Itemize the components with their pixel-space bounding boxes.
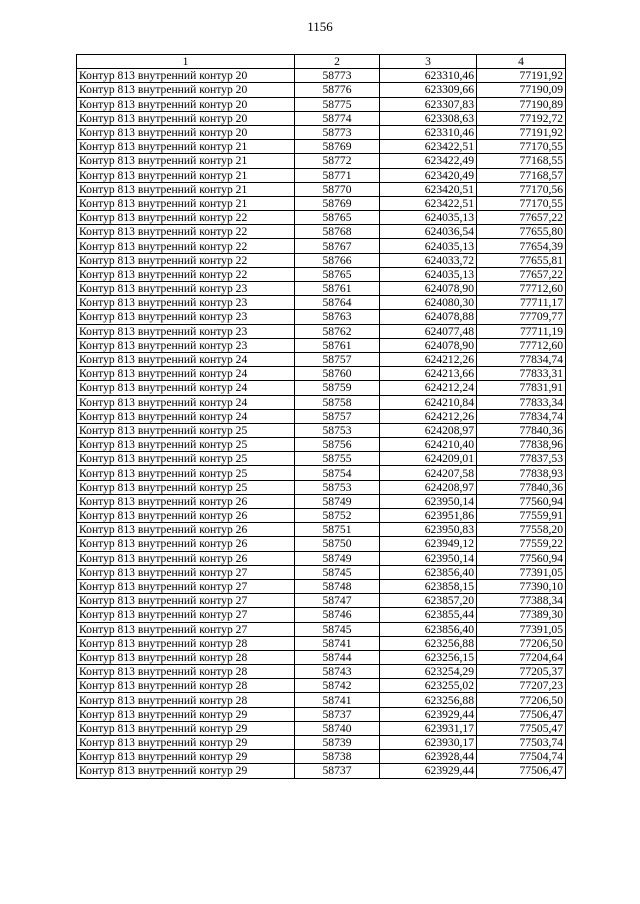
x-coordinate-cell: 623856,40 [380,622,477,636]
page-number: 1156 [307,19,333,34]
column-header: 4 [477,55,566,69]
point-number-cell: 58757 [295,352,380,366]
point-number-cell: 58748 [295,579,380,593]
table-row [77,225,566,239]
point-number-cell: 58741 [295,693,380,707]
contour-name-cell: Контур 813 внутренний контур 22 [77,225,295,239]
point-number-cell: 58764 [295,296,380,310]
x-coordinate-cell: 624035,13 [380,239,477,253]
y-coordinate-cell: 77833,34 [477,395,566,409]
contour-name-cell: Контур 813 внутренний контур 23 [77,338,295,352]
point-number-cell: 58756 [295,438,380,452]
y-coordinate-cell: 77191,92 [477,69,566,83]
y-coordinate-cell: 77190,89 [477,97,566,111]
table-row [77,310,566,324]
table-row [77,69,566,83]
table-row [77,409,566,423]
x-coordinate-cell: 623256,15 [380,650,477,664]
column-header: 2 [295,55,380,69]
table-row [77,338,566,352]
contour-name-cell: Контур 813 внутренний контур 25 [77,423,295,437]
y-coordinate-cell: 77560,94 [477,494,566,508]
contour-name-cell: Контур 813 внутренний контур 21 [77,140,295,154]
point-number-cell: 58775 [295,97,380,111]
table-row [77,83,566,97]
contour-name-cell: Контур 813 внутренний контур 26 [77,551,295,565]
y-coordinate-cell: 77834,74 [477,409,566,423]
contour-name-cell: Контур 813 внутренний контур 22 [77,211,295,225]
point-number-cell: 58766 [295,253,380,267]
y-coordinate-cell: 77559,91 [477,509,566,523]
point-number-cell: 58752 [295,509,380,523]
x-coordinate-cell: 624208,97 [380,423,477,437]
table-row [77,650,566,664]
y-coordinate-cell: 77559,22 [477,537,566,551]
x-coordinate-cell: 623929,44 [380,764,477,778]
point-number-cell: 58776 [295,83,380,97]
table-row [77,423,566,437]
table-row [77,125,566,139]
y-coordinate-cell: 77837,53 [477,452,566,466]
x-coordinate-cell: 623307,83 [380,97,477,111]
y-coordinate-cell: 77190,09 [477,83,566,97]
y-coordinate-cell: 77503,74 [477,736,566,750]
y-coordinate-cell: 77506,47 [477,764,566,778]
x-coordinate-cell: 624212,26 [380,409,477,423]
y-coordinate-cell: 77840,36 [477,480,566,494]
contour-name-cell: Контур 813 внутренний контур 28 [77,650,295,664]
x-coordinate-cell: 623422,51 [380,140,477,154]
contour-name-cell: Контур 813 внутренний контур 27 [77,565,295,579]
contour-name-cell: Контур 813 внутренний контур 29 [77,707,295,721]
x-coordinate-cell: 623858,15 [380,579,477,593]
point-number-cell: 58765 [295,267,380,281]
y-coordinate-cell: 77709,77 [477,310,566,324]
y-coordinate-cell: 77168,55 [477,154,566,168]
x-coordinate-cell: 623308,63 [380,111,477,125]
y-coordinate-cell: 77391,05 [477,622,566,636]
y-coordinate-cell: 77655,81 [477,253,566,267]
contour-name-cell: Контур 813 внутренний контур 20 [77,69,295,83]
y-coordinate-cell: 77711,19 [477,324,566,338]
y-coordinate-cell: 77712,60 [477,282,566,296]
table-row [77,594,566,608]
table-row [77,750,566,764]
y-coordinate-cell: 77834,74 [477,352,566,366]
table-row [77,480,566,494]
table-row [77,267,566,281]
table-row [77,239,566,253]
point-number-cell: 58773 [295,125,380,139]
table-row [77,537,566,551]
table-body [77,69,566,778]
x-coordinate-cell: 624212,26 [380,352,477,366]
table-row [77,381,566,395]
contour-name-cell: Контур 813 внутренний контур 20 [77,111,295,125]
x-coordinate-cell: 624207,58 [380,466,477,480]
point-number-cell: 58767 [295,239,380,253]
point-number-cell: 58739 [295,736,380,750]
point-number-cell: 58744 [295,650,380,664]
y-coordinate-cell: 77191,92 [477,125,566,139]
y-coordinate-cell: 77711,17 [477,296,566,310]
contour-name-cell: Контур 813 внутренний контур 26 [77,537,295,551]
table-row [77,565,566,579]
x-coordinate-cell: 623309,66 [380,83,477,97]
table-row [77,622,566,636]
x-coordinate-cell: 623950,14 [380,551,477,565]
coordinates-table [76,54,566,779]
table-row [77,97,566,111]
table-row [77,168,566,182]
x-coordinate-cell: 624210,84 [380,395,477,409]
point-number-cell: 58769 [295,140,380,154]
x-coordinate-cell: 623254,29 [380,665,477,679]
contour-name-cell: Контур 813 внутренний контур 24 [77,367,295,381]
contour-name-cell: Контур 813 внутренний контур 24 [77,381,295,395]
table-row [77,707,566,721]
x-coordinate-cell: 623422,49 [380,154,477,168]
y-coordinate-cell: 77389,30 [477,608,566,622]
contour-name-cell: Контур 813 внутренний контур 29 [77,736,295,750]
contour-name-cell: Контур 813 внутренний контур 27 [77,579,295,593]
point-number-cell: 58751 [295,523,380,537]
y-coordinate-cell: 77388,34 [477,594,566,608]
y-coordinate-cell: 77170,56 [477,182,566,196]
point-number-cell: 58741 [295,636,380,650]
contour-name-cell: Контур 813 внутренний контур 29 [77,764,295,778]
contour-name-cell: Контур 813 внутренний контур 29 [77,721,295,735]
x-coordinate-cell: 623256,88 [380,636,477,650]
table-row [77,636,566,650]
table-row [77,721,566,735]
point-number-cell: 58750 [295,537,380,551]
column-header: 3 [380,55,477,69]
table-row [77,154,566,168]
table-row [77,551,566,565]
x-coordinate-cell: 624210,40 [380,438,477,452]
point-number-cell: 58759 [295,381,380,395]
y-coordinate-cell: 77657,22 [477,211,566,225]
y-coordinate-cell: 77558,20 [477,523,566,537]
contour-name-cell: Контур 813 внутренний контур 22 [77,253,295,267]
table-row [77,211,566,225]
y-coordinate-cell: 77654,39 [477,239,566,253]
point-number-cell: 58738 [295,750,380,764]
y-coordinate-cell: 77391,05 [477,565,566,579]
x-coordinate-cell: 623949,12 [380,537,477,551]
point-number-cell: 58737 [295,707,380,721]
contour-name-cell: Контур 813 внутренний контур 21 [77,168,295,182]
contour-name-cell: Контур 813 внутренний контур 20 [77,97,295,111]
point-number-cell: 58760 [295,367,380,381]
x-coordinate-cell: 623256,88 [380,693,477,707]
contour-name-cell: Контур 813 внутренний контур 24 [77,352,295,366]
y-coordinate-cell: 77712,60 [477,338,566,352]
table-row [77,253,566,267]
table-row [77,523,566,537]
y-coordinate-cell: 77831,91 [477,381,566,395]
contour-name-cell: Контур 813 внутренний контур 20 [77,83,295,97]
y-coordinate-cell: 77840,36 [477,423,566,437]
y-coordinate-cell: 77206,50 [477,636,566,650]
x-coordinate-cell: 623931,17 [380,721,477,735]
contour-name-cell: Контур 813 внутренний контур 28 [77,693,295,707]
contour-name-cell: Контур 813 внутренний контур 27 [77,608,295,622]
contour-name-cell: Контур 813 внутренний контур 24 [77,409,295,423]
contour-name-cell: Контур 813 внутренний контур 26 [77,523,295,537]
table-row [77,282,566,296]
table-row [77,196,566,210]
x-coordinate-cell: 623855,44 [380,608,477,622]
table-row [77,494,566,508]
y-coordinate-cell: 77204,64 [477,650,566,664]
point-number-cell: 58762 [295,324,380,338]
table-row [77,693,566,707]
table-row [77,665,566,679]
contour-name-cell: Контур 813 внутренний контур 27 [77,594,295,608]
contour-name-cell: Контур 813 внутренний контур 21 [77,154,295,168]
point-number-cell: 58758 [295,395,380,409]
point-number-cell: 58737 [295,764,380,778]
y-coordinate-cell: 77390,10 [477,579,566,593]
x-coordinate-cell: 623310,46 [380,69,477,83]
contour-name-cell: Контур 813 внутренний контур 28 [77,636,295,650]
x-coordinate-cell: 624033,72 [380,253,477,267]
table-row [77,736,566,750]
table-row [77,182,566,196]
point-number-cell: 58761 [295,338,380,352]
x-coordinate-cell: 623255,02 [380,679,477,693]
table-row [77,296,566,310]
contour-name-cell: Контур 813 внутренний контур 25 [77,466,295,480]
table-row [77,452,566,466]
y-coordinate-cell: 77838,93 [477,466,566,480]
table-row [77,395,566,409]
table-row [77,111,566,125]
point-number-cell: 58742 [295,679,380,693]
x-coordinate-cell: 623930,17 [380,736,477,750]
x-coordinate-cell: 623929,44 [380,707,477,721]
x-coordinate-cell: 624035,13 [380,211,477,225]
contour-name-cell: Контур 813 внутренний контур 26 [77,509,295,523]
table-row [77,367,566,381]
y-coordinate-cell: 77833,31 [477,367,566,381]
table-row [77,579,566,593]
x-coordinate-cell: 623928,44 [380,750,477,764]
y-coordinate-cell: 77506,47 [477,707,566,721]
x-coordinate-cell: 623856,40 [380,565,477,579]
table-row [77,324,566,338]
point-number-cell: 58763 [295,310,380,324]
column-header: 1 [77,55,295,69]
point-number-cell: 58753 [295,480,380,494]
x-coordinate-cell: 623422,51 [380,196,477,210]
table-row [77,438,566,452]
contour-name-cell: Контур 813 внутренний контур 23 [77,310,295,324]
contour-name-cell: Контур 813 внутренний контур 21 [77,196,295,210]
point-number-cell: 58768 [295,225,380,239]
contour-name-cell: Контур 813 внутренний контур 29 [77,750,295,764]
table-row [77,764,566,778]
x-coordinate-cell: 624213,66 [380,367,477,381]
y-coordinate-cell: 77505,47 [477,721,566,735]
y-coordinate-cell: 77207,23 [477,679,566,693]
contour-name-cell: Контур 813 внутренний контур 20 [77,125,295,139]
y-coordinate-cell: 77192,72 [477,111,566,125]
point-number-cell: 58746 [295,608,380,622]
x-coordinate-cell: 623950,14 [380,494,477,508]
table-row [77,608,566,622]
table-row [77,509,566,523]
y-coordinate-cell: 77504,74 [477,750,566,764]
table-header-row [77,55,566,69]
x-coordinate-cell: 623857,20 [380,594,477,608]
y-coordinate-cell: 77168,57 [477,168,566,182]
contour-name-cell: Контур 813 внутренний контур 28 [77,679,295,693]
x-coordinate-cell: 623310,46 [380,125,477,139]
point-number-cell: 58770 [295,182,380,196]
table-row [77,140,566,154]
point-number-cell: 58749 [295,494,380,508]
x-coordinate-cell: 624212,24 [380,381,477,395]
point-number-cell: 58747 [295,594,380,608]
point-number-cell: 58774 [295,111,380,125]
y-coordinate-cell: 77205,37 [477,665,566,679]
point-number-cell: 58773 [295,69,380,83]
y-coordinate-cell: 77170,55 [477,140,566,154]
point-number-cell: 58753 [295,423,380,437]
contour-name-cell: Контур 813 внутренний контур 25 [77,452,295,466]
x-coordinate-cell: 624078,90 [380,338,477,352]
contour-name-cell: Контур 813 внутренний контур 26 [77,494,295,508]
contour-name-cell: Контур 813 внутренний контур 24 [77,395,295,409]
x-coordinate-cell: 623951,86 [380,509,477,523]
point-number-cell: 58745 [295,622,380,636]
point-number-cell: 58765 [295,211,380,225]
point-number-cell: 58745 [295,565,380,579]
point-number-cell: 58771 [295,168,380,182]
contour-name-cell: Контур 813 внутренний контур 27 [77,622,295,636]
x-coordinate-cell: 624078,90 [380,282,477,296]
table-row [77,679,566,693]
point-number-cell: 58740 [295,721,380,735]
x-coordinate-cell: 624078,88 [380,310,477,324]
y-coordinate-cell: 77206,50 [477,693,566,707]
point-number-cell: 58755 [295,452,380,466]
point-number-cell: 58743 [295,665,380,679]
y-coordinate-cell: 77657,22 [477,267,566,281]
x-coordinate-cell: 624035,13 [380,267,477,281]
point-number-cell: 58761 [295,282,380,296]
contour-name-cell: Контур 813 внутренний контур 23 [77,296,295,310]
x-coordinate-cell: 623420,49 [380,168,477,182]
y-coordinate-cell: 77838,96 [477,438,566,452]
contour-name-cell: Контур 813 внутренний контур 23 [77,324,295,338]
point-number-cell: 58757 [295,409,380,423]
x-coordinate-cell: 624209,01 [380,452,477,466]
y-coordinate-cell: 77655,80 [477,225,566,239]
contour-name-cell: Контур 813 внутренний контур 22 [77,239,295,253]
x-coordinate-cell: 623950,83 [380,523,477,537]
contour-name-cell: Контур 813 внутренний контур 28 [77,665,295,679]
contour-name-cell: Контур 813 внутренний контур 25 [77,480,295,494]
x-coordinate-cell: 624208,97 [380,480,477,494]
point-number-cell: 58769 [295,196,380,210]
y-coordinate-cell: 77560,94 [477,551,566,565]
point-number-cell: 58772 [295,154,380,168]
x-coordinate-cell: 624077,48 [380,324,477,338]
point-number-cell: 58754 [295,466,380,480]
table-row [77,352,566,366]
table-row [77,466,566,480]
contour-name-cell: Контур 813 внутренний контур 21 [77,182,295,196]
contour-name-cell: Контур 813 внутренний контур 25 [77,438,295,452]
contour-name-cell: Контур 813 внутренний контур 22 [77,267,295,281]
x-coordinate-cell: 624080,30 [380,296,477,310]
point-number-cell: 58749 [295,551,380,565]
x-coordinate-cell: 624036,54 [380,225,477,239]
x-coordinate-cell: 623420,51 [380,182,477,196]
contour-name-cell: Контур 813 внутренний контур 23 [77,282,295,296]
y-coordinate-cell: 77170,55 [477,196,566,210]
